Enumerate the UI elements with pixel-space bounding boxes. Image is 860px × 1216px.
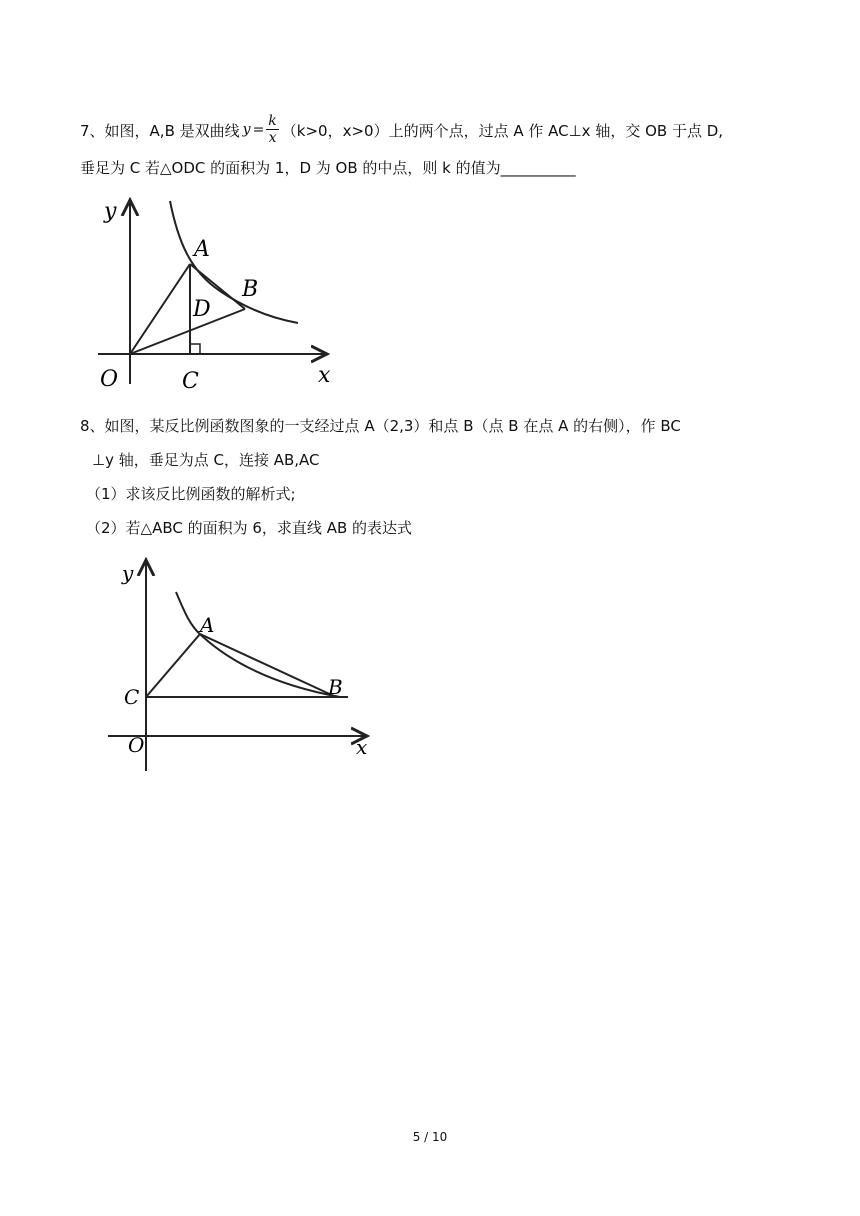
formula-fraction <box>266 113 278 146</box>
q8-label-c: C <box>124 685 140 709</box>
q8-line-2: ⊥y 轴，垂足为点 C，连接 AB,AC <box>92 451 320 469</box>
q8-hyperbola <box>176 592 340 697</box>
q7-segment-ob <box>130 309 245 354</box>
q7-line-2: 垂足为 C 若△ODC 的面积为 1，D 为 OB 的中点，则 k 的值为__________ <box>80 159 576 177</box>
q7-label-d: D <box>193 297 211 322</box>
q7-line-1 <box>80 115 723 148</box>
q8-label-o: O <box>128 733 145 757</box>
q7-right-angle-mark <box>190 344 200 354</box>
q7-label-b: B <box>242 277 259 302</box>
formula-eq: = <box>252 121 265 138</box>
q8-line-1: 8、如图，某反比例函数图象的一支经过点 A（2,3）和点 B（点 B 在点 A 的右侧），作 BC <box>80 417 681 435</box>
q8-label-y: y <box>122 561 134 585</box>
q7-label-c: C <box>182 369 199 394</box>
formula-denominator: x <box>268 130 277 146</box>
q7-label-a: A <box>194 237 210 262</box>
q7-label-o: O <box>100 367 119 392</box>
page-number: 5 / 10 <box>412 1130 448 1144</box>
formula-lhs: y <box>242 121 251 138</box>
q7-label-x: x <box>318 363 331 388</box>
q8-label-a: A <box>200 613 215 637</box>
q8-figure <box>100 556 390 781</box>
q8-segment-ab <box>200 634 336 697</box>
q7-text-before: 7、如图，A,B 是双曲线 <box>80 122 240 140</box>
q8-part-2: （2）若△ABC 的面积为 6，求直线 AB 的表达式 <box>86 519 413 537</box>
q8-segment-ca <box>146 634 200 697</box>
q7-label-y: y <box>104 199 117 224</box>
q7-figure <box>90 196 350 396</box>
q8-label-x: x <box>356 735 368 759</box>
q7-segment-oa <box>130 264 190 354</box>
q7-formula <box>243 113 279 146</box>
formula-numerator: k <box>268 113 277 129</box>
q8-label-b: B <box>328 675 343 699</box>
q8-part-1: （1）求该反比例函数的解析式; <box>86 485 296 503</box>
q7-text-after: （k>0，x>0）上的两个点，过点 A 作 AC⊥x 轴，交 OB 于点 D, <box>281 122 724 140</box>
